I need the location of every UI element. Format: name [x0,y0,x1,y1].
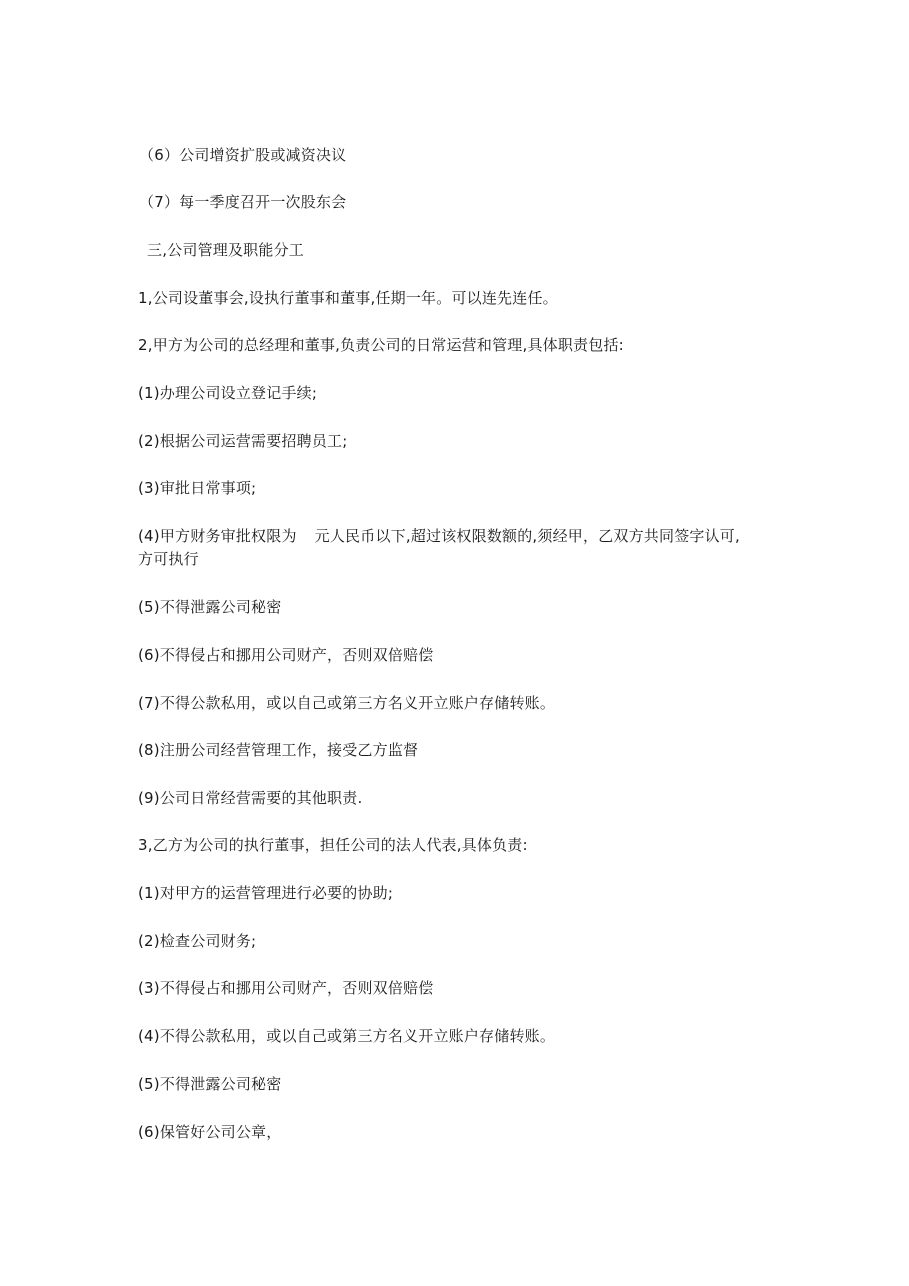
paragraph-party-a-duties: 2,甲方为公司的总经理和董事,负责公司的日常运营和管理,具体职责包括: [138,336,624,354]
a-duty-4-line1 [138,525,740,547]
b-duty-4: (4)不得公款私用，或以自己或第三方名义开立账户存储转账。 [138,1027,556,1045]
paragraph-party-b-duties: 3,乙方为公司的执行董事，担任公司的法人代表,具体负责: [138,836,528,854]
a-duty-1: (1)办理公司设立登记手续; [138,384,318,402]
a-duty-6: (6)不得侵占和挪用公司财产，否则双倍赔偿 [138,646,434,664]
a-duty-8: (8)注册公司经营管理工作，接受乙方监督 [138,741,419,759]
a-duty-4-part2: 元人民币以下,超过该权限数额的,须经甲，乙双方共同签字认可, [314,527,740,545]
a-duty-9: (9)公司日常经营需要的其他职责. [138,789,363,807]
b-duty-3: (3)不得侵占和挪用公司财产，否则双倍赔偿 [138,979,434,997]
b-duty-1: (1)对甲方的运营管理进行必要的协助; [138,884,394,902]
paragraph-board-setup: 1,公司设董事会,设执行董事和董事,任期一年。可以连先连任。 [138,289,558,307]
clause-6-capital-increase: （6）公司增资扩股或减资决议 [139,146,347,164]
a-duty-4-line2: 方可执行 [138,550,199,568]
clause-7-quarterly-meeting: （7）每一季度召开一次股东会 [139,193,347,211]
section-heading-management: 三,公司管理及职能分工 [147,241,304,259]
b-duty-5: (5)不得泄露公司秘密 [138,1075,282,1093]
a-duty-3: (3)审批日常事项; [138,479,257,497]
a-duty-2: (2)根据公司运营需要招聘员工; [138,432,348,450]
a-duty-7: (7)不得公款私用，或以自己或第三方名义开立账户存储转账。 [138,694,556,712]
b-duty-2: (2)检查公司财务; [138,932,257,950]
a-duty-5: (5)不得泄露公司秘密 [138,598,282,616]
b-duty-6: (6)保管好公司公章， [138,1123,282,1141]
a-duty-4-part1: (4)甲方财务审批权限为 [138,527,297,545]
